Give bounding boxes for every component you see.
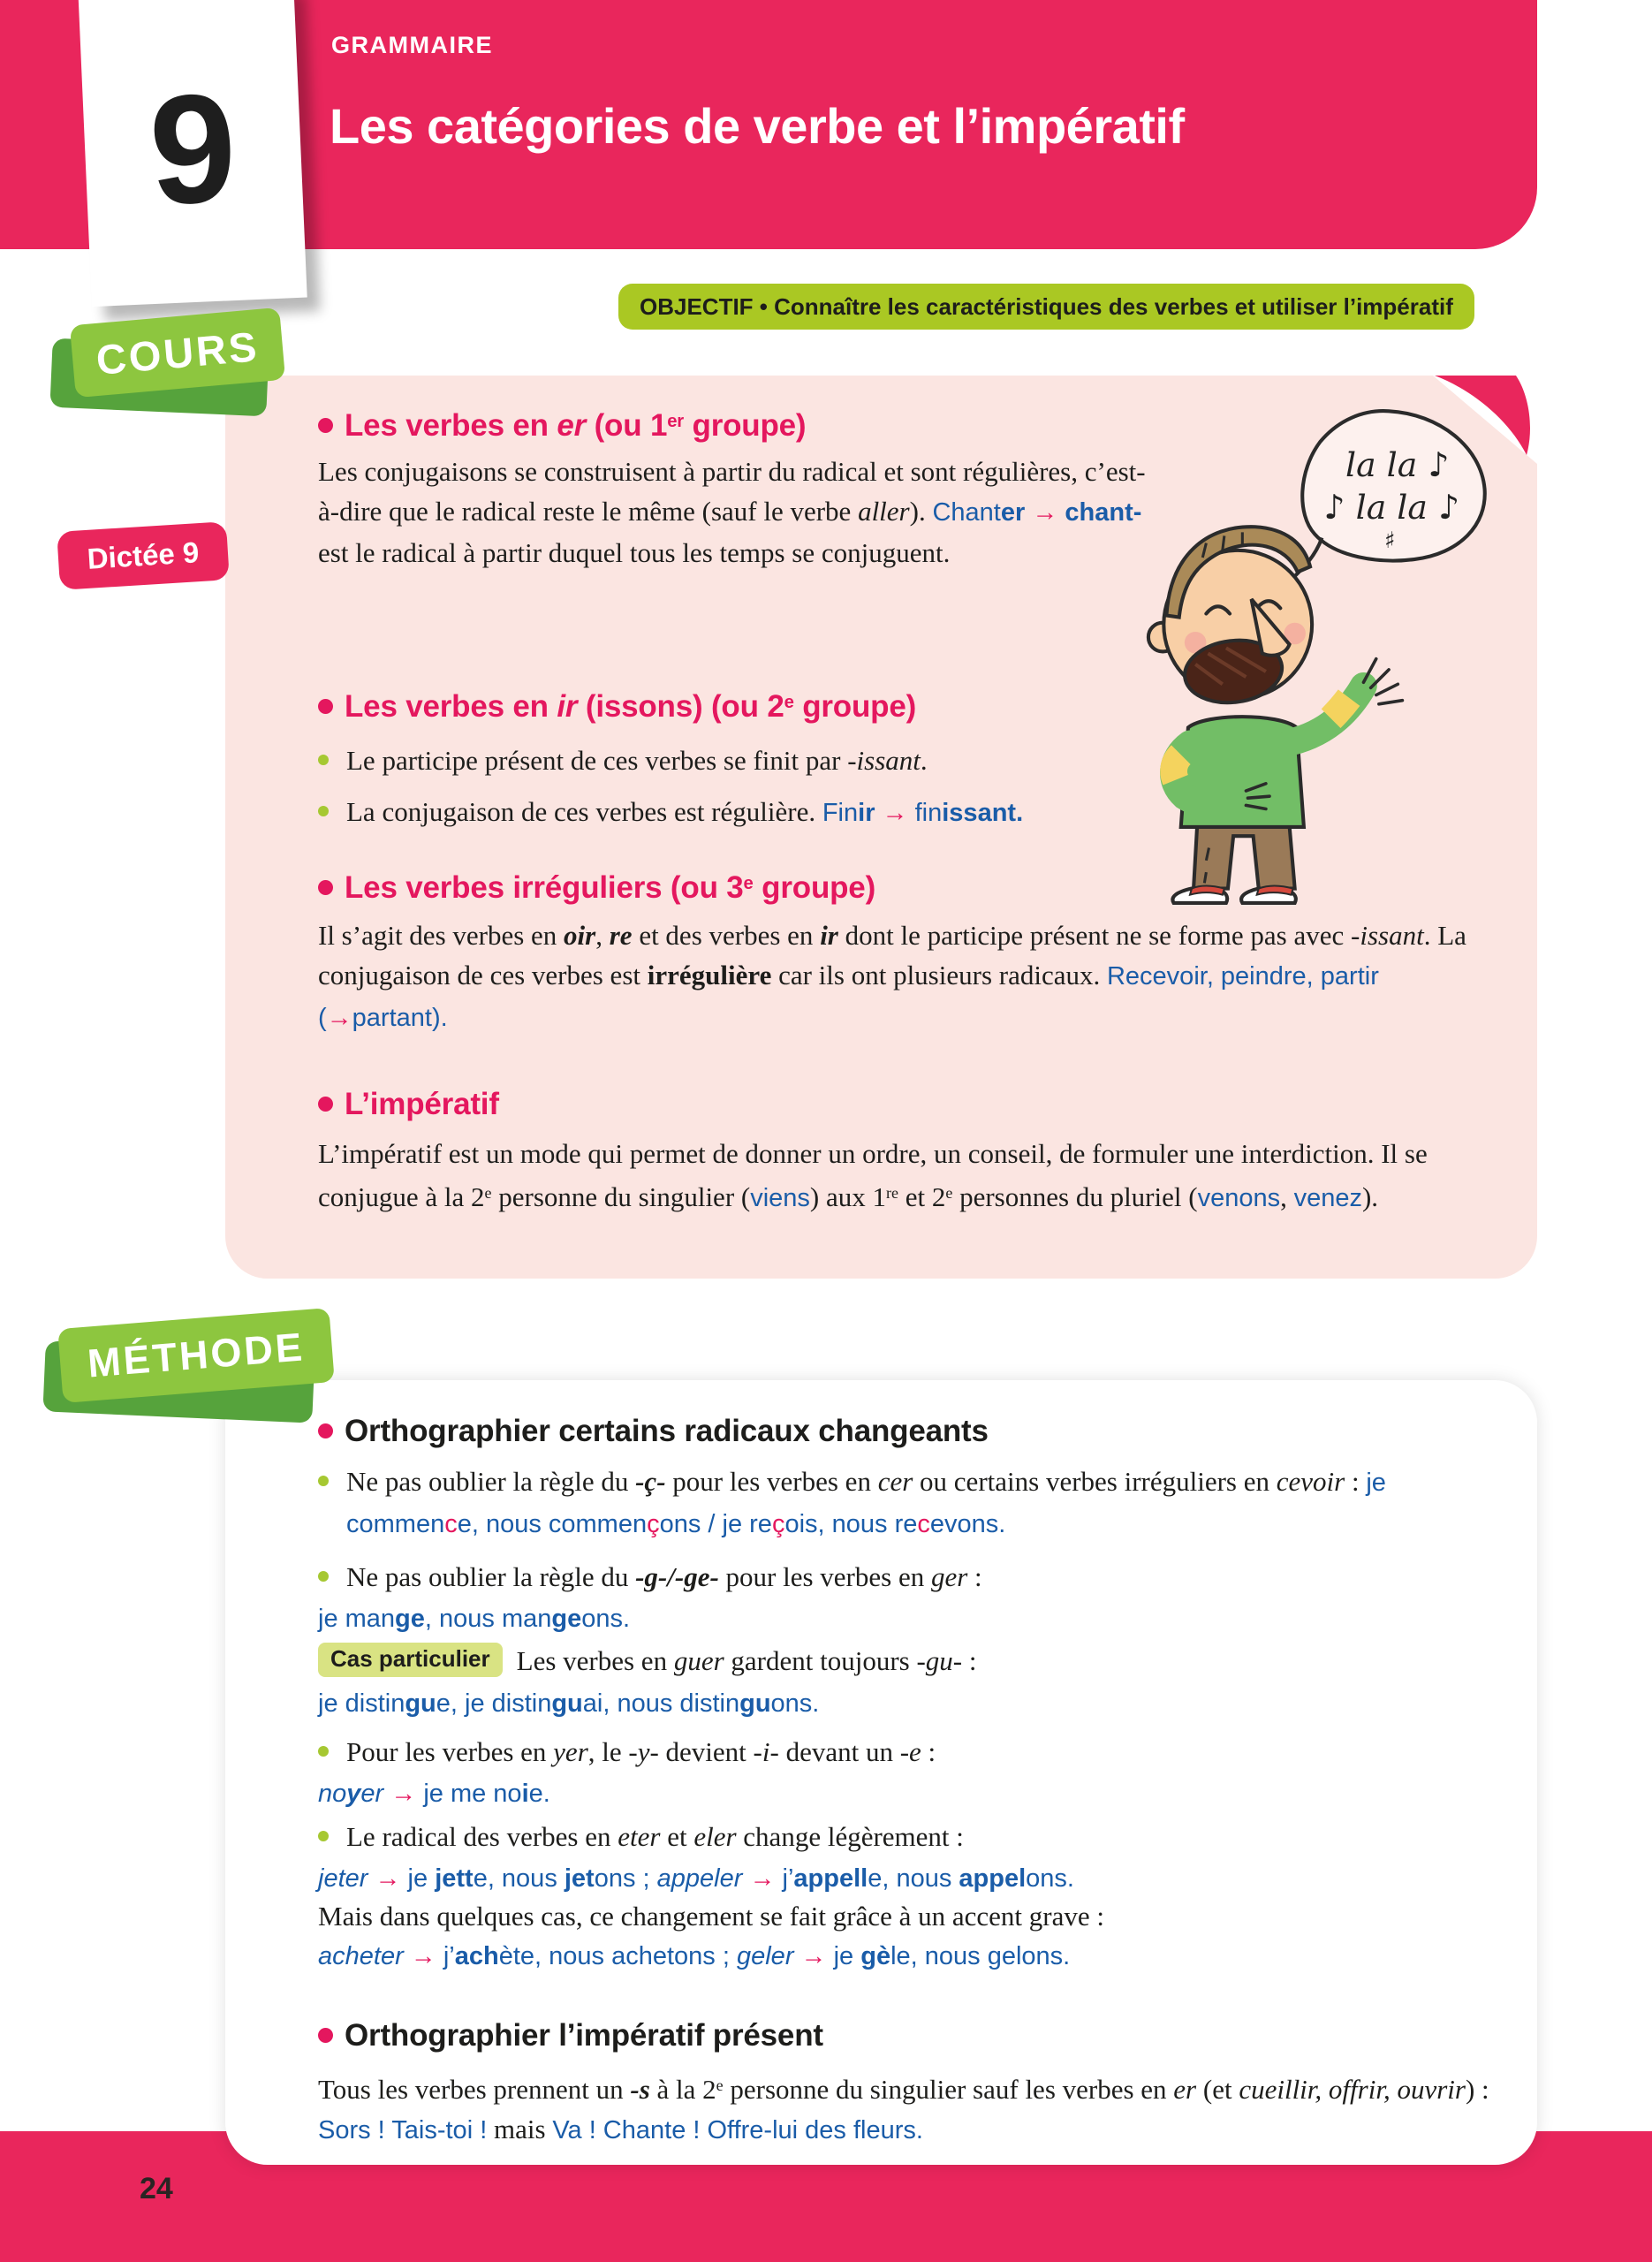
example-jeter-appeler: jeter → je jette, nous jetons ; appeler → j’appelle, nous appelons.	[318, 1864, 1074, 1893]
bullet-verbes-yer: Pour les verbes en yer, le -y- devient -i- devant un -e :	[318, 1732, 1493, 1772]
bullet-participe-present: Le participe présent de ces verbes se finit par -issant.	[318, 740, 1493, 780]
cas-particulier-chip: Cas particulier	[318, 1643, 503, 1677]
note-accent-grave: Mais dans quelques cas, ce changement se fait grâce à un accent grave :	[318, 1901, 1104, 1932]
dictee-badge: Dictée 9	[57, 521, 230, 590]
boy-singing-illustration	[1118, 400, 1497, 907]
paragraph-verbes-er: Les conjugaisons se construisent à partir du radical et sont régulières, c’est-à-dire que le radical reste le même (sauf le verbe aller). Chanter → chant- est le radical à partir duquel tous les temps se conjuguent.	[318, 456, 1146, 568]
heading-bullet-icon	[318, 2028, 333, 2043]
cours-box	[225, 376, 1537, 1279]
section-heading-verbes-ir: Les verbes en ir (issons) (ou 2e groupe)	[318, 689, 916, 725]
bullet-dot-icon	[318, 1476, 329, 1486]
example-distingue: je distingue, je distinguai, nous distinguons.	[318, 1689, 820, 1718]
heading-bullet-icon	[318, 1097, 333, 1112]
methode-badge	[51, 1318, 343, 1433]
svg-text:♯: ♯	[1383, 527, 1396, 554]
bullet-dot-icon	[318, 755, 329, 765]
paragraph-imperatif: L’impératif est un mode qui permet de donner un ordre, un conseil, de formuler une interdiction. Il se conjugue à la 2e personne du singulier (viens) aux 1re et 2e personnes du pluriel (venons, venez).	[318, 1138, 1428, 1212]
section-heading-verbes-er: Les verbes en er (ou 1er groupe)	[318, 408, 806, 444]
subject-kicker: GRAMMAIRE	[331, 32, 493, 58]
objective-banner: OBJECTIF • Connaître les caractéristiques des verbes et utiliser l’impératif	[618, 284, 1474, 330]
section-heading-imperatif: L’impératif	[318, 1087, 499, 1122]
heading-bullet-icon	[318, 699, 333, 714]
cours-badge-label: COURS	[70, 307, 285, 398]
bullet-dot-icon	[318, 1831, 329, 1841]
methode-badge-label: MÉTHODE	[57, 1308, 335, 1403]
cours-badge	[62, 316, 292, 422]
heading-bullet-icon	[318, 418, 333, 433]
example-acheter-geler: acheter → j’achète, nous achetons ; geler → je gèle, nous gelons.	[318, 1942, 1071, 1970]
bullet-dot-icon	[318, 1571, 329, 1582]
svg-text:♪ la la ♪: ♪ la la ♪	[1323, 488, 1460, 528]
methode-box	[225, 1380, 1537, 2165]
example-noyer: noyer → je me noie.	[318, 1780, 550, 1808]
bullet-dot-icon	[318, 1746, 329, 1757]
example-mange: je mange, nous mangeons.	[318, 1605, 631, 1633]
section-heading-radicaux-changeants: Orthographier certains radicaux changeants	[318, 1414, 989, 1449]
svg-text:la la ♪: la la ♪	[1345, 444, 1450, 484]
heading-bullet-icon	[318, 880, 333, 895]
page-title: Les catégories de verbe et l’impératif	[330, 98, 1185, 154]
page-number: 24	[140, 2172, 173, 2205]
unit-number: 9	[146, 61, 240, 238]
cas-particulier-row: Cas particulier Les verbes en guer gardent toujours -gu- :	[318, 1641, 977, 1681]
unit-number-card	[78, 0, 307, 307]
section-heading-imperatif-present: Orthographier l’impératif présent	[318, 2018, 823, 2053]
section-heading-verbes-irreguliers: Les verbes irréguliers (ou 3e groupe)	[318, 870, 875, 906]
boy-figure	[1148, 527, 1403, 903]
bullet-conjugaison-reguliere: La conjugaison de ces verbes est régulière. Finir → finissant.	[318, 792, 1493, 833]
paragraph-imperatif-present: Tous les verbes prennent un -s à la 2e personne du singulier sauf les verbes en er (et cueillir, offrir, ouvrir) : Sors ! Tais-toi ! mais Va ! Chante ! Offre-lui des fleurs.	[318, 2073, 1489, 2144]
bullet-dot-icon	[318, 806, 329, 816]
bullet-verbes-eter-eler: Le radical des verbes en eter et eler change légèrement :	[318, 1817, 1493, 1856]
bullet-regle-g-ge: Ne pas oublier la règle du -g-/-ge- pour les verbes en ger :	[318, 1557, 1493, 1597]
paragraph-verbes-irreguliers: Il s’agit des verbes en oir, re et des verbes en ir dont le participe présent ne se forme pas avec -issant. La conjugaison de ces verbes est irrégulière car ils ont plusieurs radicaux. Recevoir, peindre, partir (→partant).	[318, 920, 1466, 1032]
bullet-regle-c-cedille: Ne pas oublier la règle du -ç- pour les verbes en cer ou certains verbes irréguliers en cevoir : je commence, nous commençons / je reçois, nous recevons.	[318, 1461, 1493, 1545]
